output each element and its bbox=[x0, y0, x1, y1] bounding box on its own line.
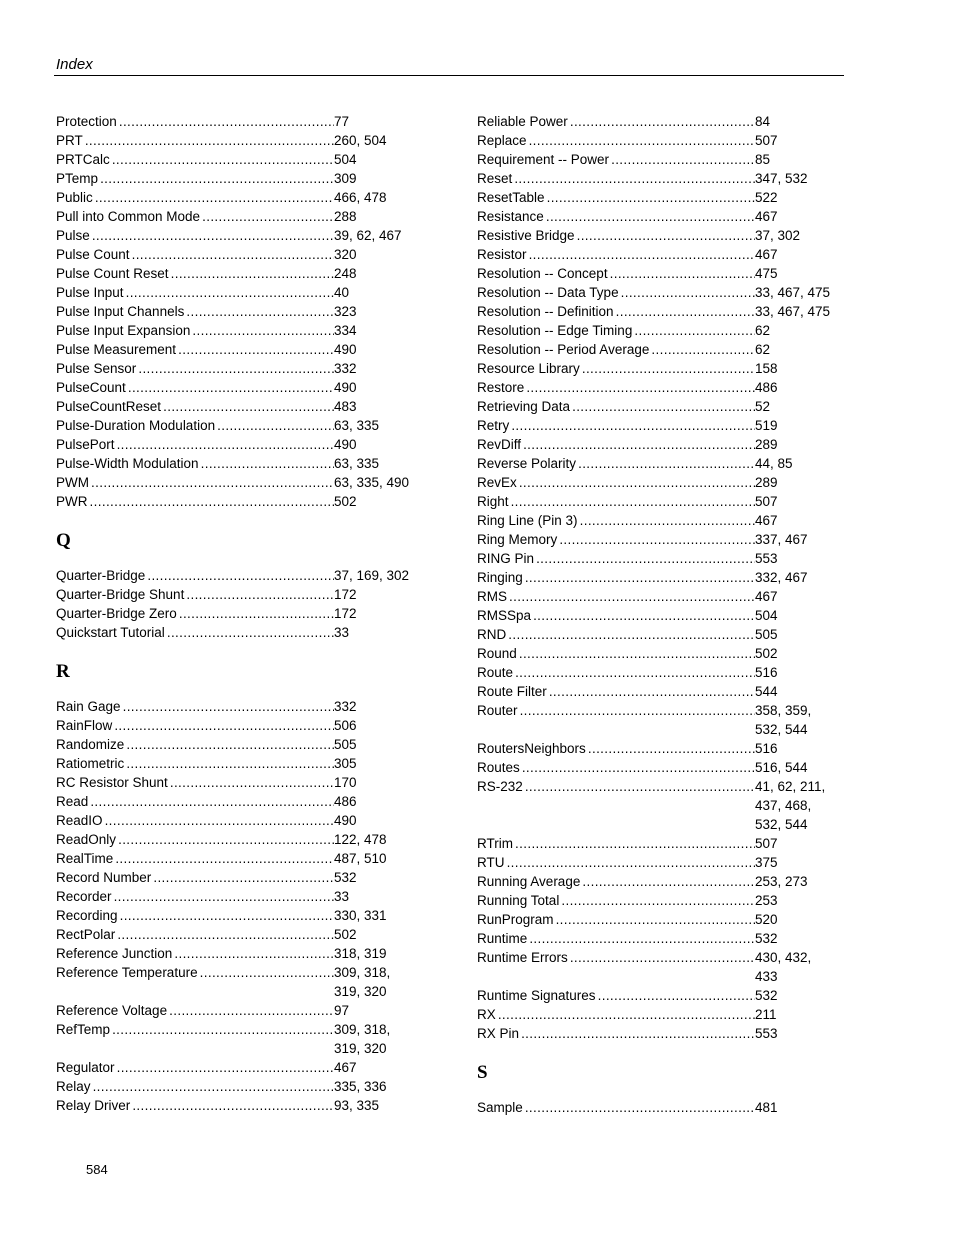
index-term: Regulator . . . bbox=[56, 1058, 334, 1077]
index-term: Rain Gage . . . bbox=[56, 697, 334, 716]
index-entry bbox=[56, 340, 416, 359]
index-page-numbers: 170 bbox=[334, 775, 357, 790]
index-term: RoutersNeighbors . . . bbox=[477, 739, 755, 758]
index-column-right bbox=[477, 112, 837, 1117]
index-entry bbox=[477, 340, 837, 359]
index-page-numbers: 475 bbox=[755, 266, 778, 281]
index-term: Route Filter . . . bbox=[477, 682, 755, 701]
index-term: Reverse Polarity . . . bbox=[477, 454, 755, 473]
index-page-numbers: 553 bbox=[755, 551, 778, 566]
index-entry bbox=[477, 131, 837, 150]
index-page-numbers: 93, 335 bbox=[334, 1098, 380, 1113]
index-term: Resolution -- Data Type . . . bbox=[477, 283, 755, 302]
index-term: Ringing . . . bbox=[477, 568, 755, 587]
index-entry bbox=[477, 188, 837, 207]
index-term: RefTemp . . . bbox=[56, 1020, 334, 1058]
index-term: Resource Library . . . bbox=[477, 359, 755, 378]
index-term: ReadOnly . . . bbox=[56, 830, 334, 849]
index-page-numbers: 253 bbox=[755, 893, 778, 908]
index-entry bbox=[477, 739, 837, 758]
index-entry bbox=[477, 416, 837, 435]
page-header-title: Index bbox=[56, 56, 93, 73]
index-page-numbers: 318, 319 bbox=[334, 946, 387, 961]
index-page-numbers: 309, 318, 319, 320 bbox=[334, 1022, 391, 1056]
index-page-numbers: 516 bbox=[755, 665, 778, 680]
index-entry bbox=[477, 587, 837, 606]
index-entry bbox=[56, 830, 416, 849]
index-term: Resistance . . . bbox=[477, 207, 755, 226]
index-page-numbers: 516 bbox=[755, 741, 778, 756]
index-entry bbox=[56, 378, 416, 397]
index-term: ReadIO . . . bbox=[56, 811, 334, 830]
index-term: Public . . . bbox=[56, 188, 334, 207]
index-page-numbers: 490 bbox=[334, 437, 357, 452]
index-entry bbox=[477, 283, 837, 302]
index-term: Restore . . . bbox=[477, 378, 755, 397]
index-page-numbers: 320 bbox=[334, 247, 357, 262]
index-term: RX . . . bbox=[477, 1005, 755, 1024]
index-term: Ring Line (Pin 3) . . . bbox=[477, 511, 755, 530]
index-page-numbers: 40 bbox=[334, 285, 350, 300]
index-term: Pulse . . . bbox=[56, 226, 334, 245]
index-entry bbox=[477, 777, 837, 834]
index-term: Requirement -- Power . . . bbox=[477, 150, 755, 169]
index-page-numbers: 505 bbox=[755, 627, 778, 642]
index-entry bbox=[56, 1096, 416, 1115]
index-entry bbox=[56, 697, 416, 716]
index-term: Resolution -- Definition . . . bbox=[477, 302, 755, 321]
index-entry bbox=[56, 245, 416, 264]
index-entry bbox=[56, 925, 416, 944]
index-page-numbers: 467 bbox=[755, 589, 778, 604]
index-page-numbers: 62 bbox=[755, 323, 771, 338]
index-page-numbers: 289 bbox=[755, 437, 778, 452]
index-entry bbox=[56, 1058, 416, 1077]
index-term: Resistor . . . bbox=[477, 245, 755, 264]
index-entry bbox=[477, 359, 837, 378]
index-page-numbers: 330, 331 bbox=[334, 908, 387, 923]
index-page-numbers: 77 bbox=[334, 114, 350, 129]
index-term: Quarter-Bridge Zero . . . bbox=[56, 604, 334, 623]
index-entry bbox=[477, 473, 837, 492]
index-page-numbers: 486 bbox=[334, 794, 357, 809]
index-term: Running Total . . . bbox=[477, 891, 755, 910]
index-entry bbox=[477, 948, 837, 986]
index-term: PulseCount . . . bbox=[56, 378, 334, 397]
index-entry bbox=[56, 906, 416, 925]
index-page-numbers: 309, 318, 319, 320 bbox=[334, 965, 391, 999]
index-term: Recorder . . . bbox=[56, 887, 334, 906]
index-page-numbers: 516, 544 bbox=[755, 760, 808, 775]
index-entry bbox=[477, 682, 837, 701]
index-page-numbers: 305 bbox=[334, 756, 357, 771]
index-entry bbox=[477, 226, 837, 245]
index-entry bbox=[477, 758, 837, 777]
index-entry bbox=[56, 754, 416, 773]
index-term: Pulse Input Channels . . . bbox=[56, 302, 334, 321]
index-term: Runtime Errors . . . bbox=[477, 948, 755, 986]
index-entry bbox=[477, 511, 837, 530]
index-term: Relay Driver . . . bbox=[56, 1096, 334, 1115]
index-entry bbox=[477, 378, 837, 397]
index-page-numbers: 522 bbox=[755, 190, 778, 205]
index-entry bbox=[477, 454, 837, 473]
index-entry bbox=[56, 868, 416, 887]
index-page-numbers: 486 bbox=[755, 380, 778, 395]
index-entry bbox=[477, 606, 837, 625]
index-entry bbox=[56, 264, 416, 283]
index-term: Resolution -- Concept . . . bbox=[477, 264, 755, 283]
index-entry bbox=[477, 910, 837, 929]
index-page-numbers: 211 bbox=[755, 1007, 777, 1022]
index-entry bbox=[477, 986, 837, 1005]
page-number: 584 bbox=[86, 1162, 108, 1177]
index-term: Sample . . . bbox=[477, 1098, 755, 1117]
index-page-numbers: 532 bbox=[755, 931, 778, 946]
index-term: Pulse-Duration Modulation . . . bbox=[56, 416, 334, 435]
index-entry bbox=[56, 150, 416, 169]
index-entry bbox=[56, 226, 416, 245]
index-entry bbox=[56, 283, 416, 302]
index-term: Record Number . . . bbox=[56, 868, 334, 887]
index-page-numbers: 481 bbox=[755, 1100, 778, 1115]
index-page-numbers: 33 bbox=[334, 889, 350, 904]
index-page-numbers: 332 bbox=[334, 699, 357, 714]
index-term: Route . . . bbox=[477, 663, 755, 682]
index-column-left bbox=[56, 112, 416, 1115]
index-term: RunProgram . . . bbox=[477, 910, 755, 929]
index-page-numbers: 62 bbox=[755, 342, 771, 357]
index-term: PulsePort . . . bbox=[56, 435, 334, 454]
index-entry bbox=[477, 245, 837, 264]
index-entry bbox=[477, 929, 837, 948]
index-term: Pulse-Width Modulation . . . bbox=[56, 454, 334, 473]
index-term: Read . . . bbox=[56, 792, 334, 811]
index-entry bbox=[56, 716, 416, 735]
index-entry bbox=[477, 207, 837, 226]
index-entry bbox=[56, 735, 416, 754]
index-entry bbox=[56, 773, 416, 792]
index-page-numbers: 44, 85 bbox=[755, 456, 793, 471]
index-entry bbox=[56, 492, 416, 511]
index-entry bbox=[56, 887, 416, 906]
index-entry bbox=[56, 416, 416, 435]
index-entry bbox=[477, 853, 837, 872]
index-entry bbox=[56, 963, 416, 1001]
index-entry bbox=[56, 604, 416, 623]
index-entry bbox=[477, 264, 837, 283]
index-term: Relay . . . bbox=[56, 1077, 334, 1096]
index-page-numbers: 375 bbox=[755, 855, 778, 870]
index-term: Pulse Sensor . . . bbox=[56, 359, 334, 378]
index-entry bbox=[56, 112, 416, 131]
index-term: Reference Junction . . . bbox=[56, 944, 334, 963]
index-entry bbox=[477, 644, 837, 663]
index-page-numbers: 84 bbox=[755, 114, 771, 129]
index-term: Routes . . . bbox=[477, 758, 755, 777]
index-term: Pulse Count Reset . . . bbox=[56, 264, 334, 283]
index-entry bbox=[56, 169, 416, 188]
section-letter-heading: Q bbox=[56, 530, 71, 551]
index-page-numbers: 337, 467 bbox=[755, 532, 808, 547]
index-term: Recording . . . bbox=[56, 906, 334, 925]
index-entry bbox=[477, 891, 837, 910]
header-rule bbox=[54, 75, 844, 76]
index-page-numbers: 358, 359, 532, 544 bbox=[755, 703, 812, 737]
index-page-numbers: 260, 504 bbox=[334, 133, 387, 148]
index-term: RING Pin . . . bbox=[477, 549, 755, 568]
index-page-numbers: 334 bbox=[334, 323, 357, 338]
index-entry bbox=[477, 492, 837, 511]
index-term: ResetTable . . . bbox=[477, 188, 755, 207]
index-entry bbox=[56, 792, 416, 811]
index-page-numbers: 288 bbox=[334, 209, 357, 224]
index-entry bbox=[56, 849, 416, 868]
index-term: Replace . . . bbox=[477, 131, 755, 150]
index-term: Pulse Count . . . bbox=[56, 245, 334, 264]
index-term: RevDiff . . . bbox=[477, 435, 755, 454]
index-entry bbox=[477, 1005, 837, 1024]
index-term: Protection . . . bbox=[56, 112, 334, 131]
index-entry bbox=[56, 1020, 416, 1058]
index-entry bbox=[56, 435, 416, 454]
index-entry bbox=[56, 1077, 416, 1096]
index-page-numbers: 309 bbox=[334, 171, 357, 186]
index-term: PWM . . . bbox=[56, 473, 334, 492]
index-term: RMS . . . bbox=[477, 587, 755, 606]
index-entry bbox=[477, 150, 837, 169]
index-entry bbox=[56, 454, 416, 473]
index-term: Retrieving Data . . . bbox=[477, 397, 755, 416]
index-page-numbers: 532 bbox=[334, 870, 357, 885]
index-page-numbers: 52 bbox=[755, 399, 771, 414]
index-term: Quickstart Tutorial . . . bbox=[56, 623, 334, 642]
index-page-numbers: 63, 335, 490 bbox=[334, 475, 410, 490]
index-page-numbers: 63, 335 bbox=[334, 418, 380, 433]
index-term: Pulse Input Expansion . . . bbox=[56, 321, 334, 340]
index-page-numbers: 33, 467, 475 bbox=[755, 285, 831, 300]
index-term: PTemp . . . bbox=[56, 169, 334, 188]
index-term: Runtime Signatures . . . bbox=[477, 986, 755, 1005]
index-term: Pulse Measurement . . . bbox=[56, 340, 334, 359]
index-term: RTU . . . bbox=[477, 853, 755, 872]
index-entry bbox=[56, 359, 416, 378]
index-term: Resolution -- Period Average . . . bbox=[477, 340, 755, 359]
index-entry bbox=[56, 302, 416, 321]
index-page-numbers: 483 bbox=[334, 399, 357, 414]
index-page-numbers: 520 bbox=[755, 912, 778, 927]
index-entry bbox=[477, 435, 837, 454]
index-page-numbers: 490 bbox=[334, 380, 357, 395]
index-entry bbox=[56, 1001, 416, 1020]
index-term: Pulse Input . . . bbox=[56, 283, 334, 302]
index-page-numbers: 37, 169, 302 bbox=[334, 568, 410, 583]
index-term: RealTime . . . bbox=[56, 849, 334, 868]
index-term: Round . . . bbox=[477, 644, 755, 663]
index-term: RainFlow . . . bbox=[56, 716, 334, 735]
index-term: Reliable Power . . . bbox=[477, 112, 755, 131]
index-page-numbers: 39, 62, 467 bbox=[334, 228, 402, 243]
index-entry bbox=[56, 811, 416, 830]
section-letter-heading: R bbox=[56, 661, 70, 682]
index-term: Quarter-Bridge . . . bbox=[56, 566, 334, 585]
index-page-numbers: 347, 532 bbox=[755, 171, 808, 186]
index-entry bbox=[477, 568, 837, 587]
index-term: Runtime . . . bbox=[477, 929, 755, 948]
index-term: PulseCountReset . . . bbox=[56, 397, 334, 416]
index-entry bbox=[477, 169, 837, 188]
index-page-numbers: 507 bbox=[755, 133, 778, 148]
index-page-numbers: 430, 432, 433 bbox=[755, 950, 812, 984]
index-term: Running Average . . . bbox=[477, 872, 755, 891]
index-page-numbers: 502 bbox=[334, 494, 357, 509]
index-page-numbers: 505 bbox=[334, 737, 357, 752]
index-term: RTrim . . . bbox=[477, 834, 755, 853]
index-page-numbers: 502 bbox=[334, 927, 357, 942]
index-entry bbox=[56, 131, 416, 150]
index-page-numbers: 33, 467, 475 bbox=[755, 304, 831, 319]
index-page-numbers: 532 bbox=[755, 988, 778, 1003]
index-page-numbers: 33 bbox=[334, 625, 350, 640]
index-page-numbers: 335, 336 bbox=[334, 1079, 387, 1094]
index-page-numbers: 502 bbox=[755, 646, 778, 661]
index-page-numbers: 467 bbox=[755, 513, 778, 528]
index-page-numbers: 37, 302 bbox=[755, 228, 801, 243]
index-page-numbers: 467 bbox=[755, 209, 778, 224]
index-term: PRT . . . bbox=[56, 131, 334, 150]
index-page-numbers: 97 bbox=[334, 1003, 350, 1018]
section-letter-heading: S bbox=[477, 1062, 488, 1083]
index-term: Resistive Bridge . . . bbox=[477, 226, 755, 245]
index-page-numbers: 519 bbox=[755, 418, 778, 433]
index-term: Retry . . . bbox=[477, 416, 755, 435]
index-entry bbox=[477, 397, 837, 416]
index-term: Reset . . . bbox=[477, 169, 755, 188]
index-page-numbers: 507 bbox=[755, 836, 778, 851]
index-entry bbox=[56, 623, 416, 642]
index-entry bbox=[477, 1024, 837, 1043]
index-term: RX Pin . . . bbox=[477, 1024, 755, 1043]
index-term: Resolution -- Edge Timing . . . bbox=[477, 321, 755, 340]
index-page-numbers: 544 bbox=[755, 684, 778, 699]
index-page-numbers: 172 bbox=[334, 606, 357, 621]
index-page-numbers: 122, 478 bbox=[334, 832, 387, 847]
index-term: RS-232 . . . bbox=[477, 777, 755, 834]
index-entry bbox=[56, 188, 416, 207]
index-entry bbox=[477, 663, 837, 682]
index-page-numbers: 553 bbox=[755, 1026, 778, 1041]
index-page-numbers: 332 bbox=[334, 361, 357, 376]
index-entry bbox=[477, 872, 837, 891]
index-term: Randomize . . . bbox=[56, 735, 334, 754]
index-term: Right . . . bbox=[477, 492, 755, 511]
index-term: Router . . . bbox=[477, 701, 755, 739]
index-page-numbers: 467 bbox=[334, 1060, 357, 1075]
index-entry bbox=[477, 112, 837, 131]
index-entry bbox=[56, 566, 416, 585]
index-term: Reference Voltage . . . bbox=[56, 1001, 334, 1020]
index-page-numbers: 323 bbox=[334, 304, 357, 319]
index-entry bbox=[477, 549, 837, 568]
index-page-numbers: 172 bbox=[334, 587, 357, 602]
index-page-numbers: 85 bbox=[755, 152, 771, 167]
index-term: Quarter-Bridge Shunt . . . bbox=[56, 585, 334, 604]
index-page-numbers: 158 bbox=[755, 361, 778, 376]
index-term: PRTCalc . . . bbox=[56, 150, 334, 169]
index-page-numbers: 506 bbox=[334, 718, 357, 733]
index-entry bbox=[56, 397, 416, 416]
index-term: RC Resistor Shunt . . . bbox=[56, 773, 334, 792]
index-page-numbers: 504 bbox=[334, 152, 357, 167]
index-entry bbox=[477, 701, 837, 739]
index-entry bbox=[56, 585, 416, 604]
index-entry bbox=[477, 834, 837, 853]
index-entry bbox=[477, 625, 837, 644]
index-entry bbox=[477, 530, 837, 549]
index-entry bbox=[56, 321, 416, 340]
index-term: Ring Memory . . . bbox=[477, 530, 755, 549]
index-page-numbers: 332, 467 bbox=[755, 570, 808, 585]
index-term: PWR . . . bbox=[56, 492, 334, 511]
index-term: Reference Temperature . . . bbox=[56, 963, 334, 1001]
index-term: Ratiometric . . . bbox=[56, 754, 334, 773]
index-entry bbox=[56, 473, 416, 492]
index-page-numbers: 467 bbox=[755, 247, 778, 262]
index-page-numbers: 248 bbox=[334, 266, 357, 281]
index-entry bbox=[56, 944, 416, 963]
index-entry bbox=[477, 321, 837, 340]
index-page-numbers: 253, 273 bbox=[755, 874, 808, 889]
index-term: RectPolar . . . bbox=[56, 925, 334, 944]
index-term: RND . . . bbox=[477, 625, 755, 644]
index-page-numbers: 289 bbox=[755, 475, 778, 490]
index-page-numbers: 507 bbox=[755, 494, 778, 509]
index-page-numbers: 41, 62, 211, 437, 468, 532, 544 bbox=[755, 779, 826, 832]
index-page-numbers: 490 bbox=[334, 342, 357, 357]
index-page-numbers: 63, 335 bbox=[334, 456, 380, 471]
index-term: RMSSpa . . . bbox=[477, 606, 755, 625]
index-page-numbers: 504 bbox=[755, 608, 778, 623]
index-page-numbers: 487, 510 bbox=[334, 851, 387, 866]
index-entry bbox=[56, 207, 416, 226]
index-page-numbers: 490 bbox=[334, 813, 357, 828]
index-term: Pull into Common Mode . . . bbox=[56, 207, 334, 226]
index-entry bbox=[477, 302, 837, 321]
index-term: RevEx . . . bbox=[477, 473, 755, 492]
index-page-numbers: 466, 478 bbox=[334, 190, 387, 205]
index-entry bbox=[477, 1098, 837, 1117]
